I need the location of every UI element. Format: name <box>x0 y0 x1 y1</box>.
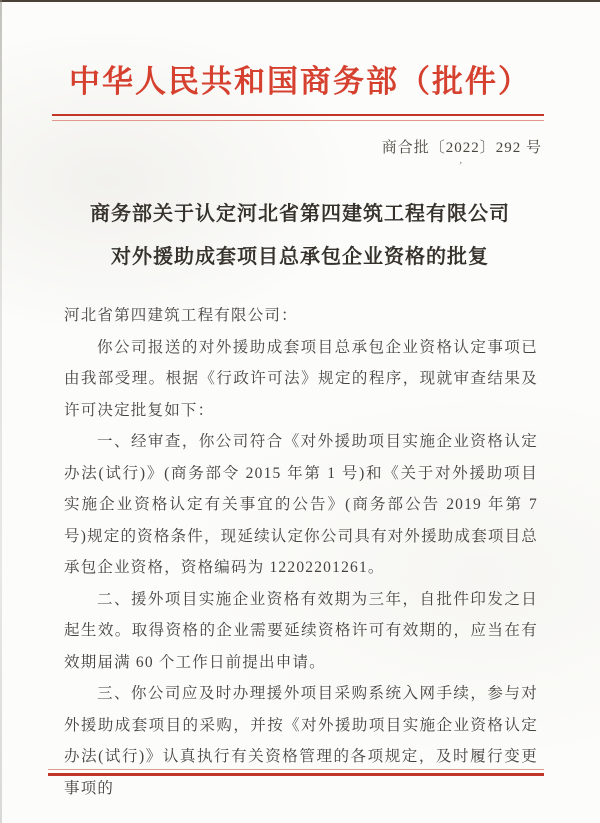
scan-edge-left <box>0 0 2 823</box>
document-title-line2: 对外援助成套项目总承包企业资格的批复 <box>111 246 489 268</box>
body-paragraph: 你公司报送的对外援助成套项目总承包企业资格认定事项已由我部受理。根据《行政许可法》规定的程序，现就审查结果及许可决定批复如下： <box>64 338 538 419</box>
salutation: 河北省第四建筑工程有限公司： <box>64 307 298 324</box>
document-title-line1: 商务部关于认定河北省第四建筑工程有限公司 <box>90 203 510 225</box>
body-paragraph: 三、你公司应及时办理援外项目采购系统入网手续，参与对外援助成套项目的采购，并按《对外援助项目实施企业资格认定办法(试行)》认真执行有关资格管理的各项规定，及时履行变更事项的 <box>64 685 538 797</box>
letterhead-rule <box>52 114 544 121</box>
document-body <box>64 300 538 804</box>
footer-rule <box>48 769 544 776</box>
scan-artifact: ’ <box>456 159 464 173</box>
scan-edge-top <box>0 0 600 2</box>
document-title <box>0 193 600 279</box>
body-paragraph: 二、援外项目实施企业资格有效期为三年，自批件印发之日起生效。取得资格的企业需要延续资格许可有效期的，应当在有效期届满 60 个工作日前提出申请。 <box>64 590 538 671</box>
paragraph-list <box>64 332 538 805</box>
doc-number: 商合批〔2022〕292 号 <box>381 140 542 156</box>
letterhead-title: 中华人民共和国商务部（批件） <box>69 64 531 99</box>
body-paragraph: 一、经审查，你公司符合《对外援助项目实施企业资格认定办法(试行)》(商务部令 2015 年第 1 号)和《关于对外援助项目实施企业资格认定有关事宜的公告》(商务部公告 2019 年第 7 号)规定的资格条件，现延续认定你公司具有对外援助成套项目总承包企业资格，资格编码为 12202201261。 <box>64 433 538 576</box>
